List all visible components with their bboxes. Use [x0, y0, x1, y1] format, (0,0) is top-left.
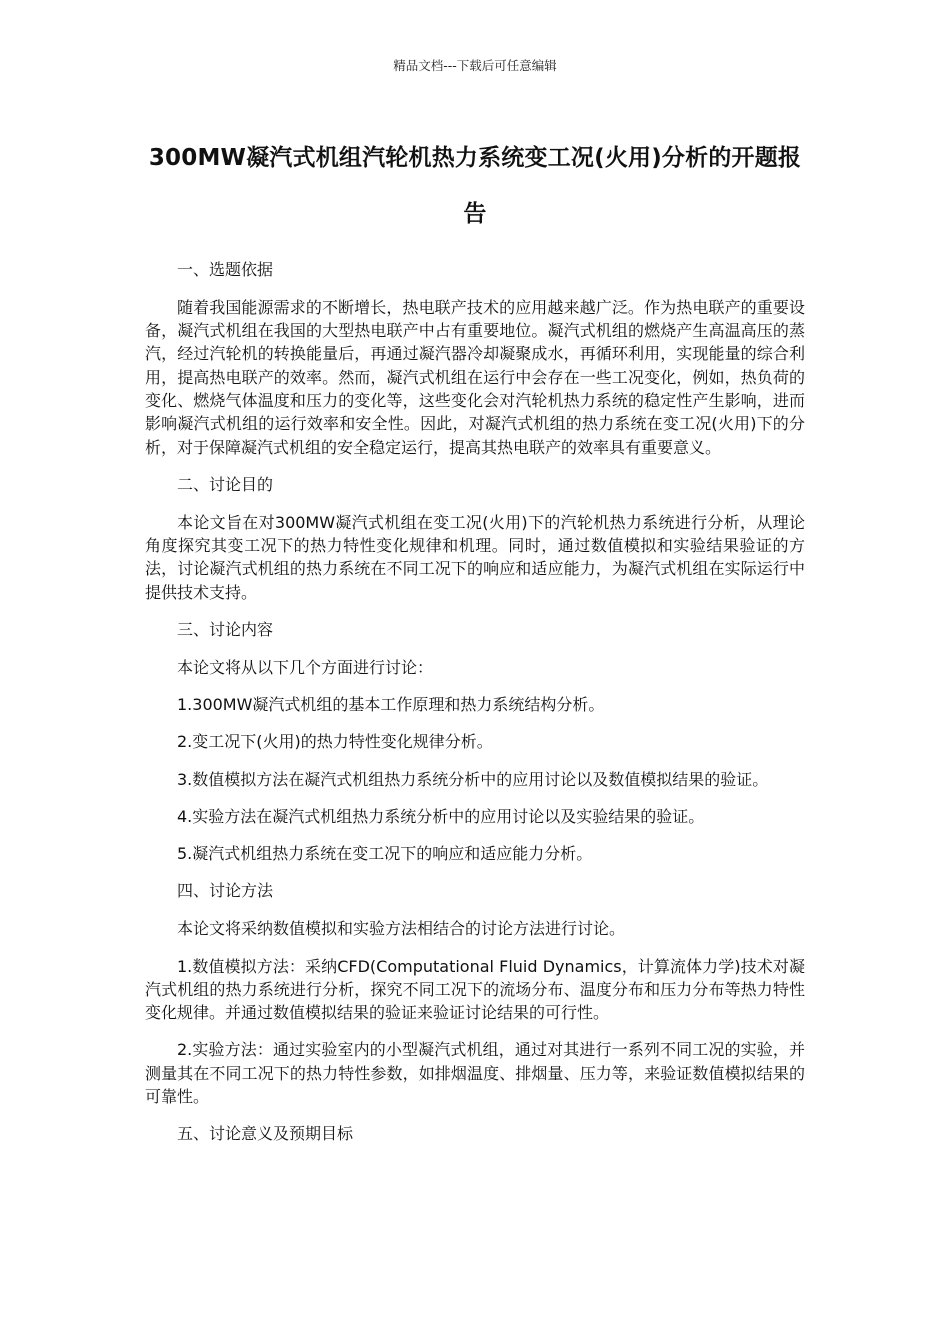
- body-paragraph: 本论文将从以下几个方面进行讨论：: [177, 657, 434, 677]
- section-heading: 一、选题依据: [177, 260, 274, 279]
- list-item: 1.数值模拟方法：采纳CFD(Computational Fluid Dynamics，计算流体力学)技术对凝汽式机组的热力系统进行分析，探究不同工况下的流场分布、温度分布和压力分布等热力特性变化规律。并通过数值模拟结果的验证来验证讨论结果的可行性。: [145, 956, 805, 1023]
- list-item: 5.凝汽式机组热力系统在变工况下的响应和适应能力分析。: [177, 844, 593, 864]
- list-item: 3.数值模拟方法在凝汽式机组热力系统分析中的应用讨论以及数值模拟结果的验证。: [177, 769, 769, 789]
- section-heading: 三、讨论内容: [177, 619, 274, 639]
- list-item: 1.300MW凝汽式机组的基本工作原理和热力系统结构分析。: [177, 694, 605, 714]
- body-paragraph: 本论文旨在对300MW凝汽式机组在变工况(火用)下的汽轮机热力系统进行分析，从理论角度探究其变工况下的热力特性变化规律和机理。同时，通过数值模拟和实验结果验证的方法，讨论凝汽式机组的热力系统在不同工况下的响应和适应能力，为凝汽式机组在实际运行中提供技术支持。: [145, 512, 805, 602]
- body-paragraph: 本论文将采纳数值模拟和实验方法相结合的讨论方法进行讨论。: [177, 919, 626, 939]
- section-heading: 二、讨论目的: [177, 474, 274, 494]
- list-item: 2.变工况下(火用)的热力特性变化规律分析。: [177, 732, 493, 752]
- section-heading: 五、讨论意义及预期目标: [177, 1124, 354, 1144]
- body-paragraph: 随着我国能源需求的不断增长，热电联产技术的应用越来越广泛。作为热电联产的重要设备，凝汽式机组在我国的大型热电联产中占有重要地位。凝汽式机组的燃烧产生高温高压的蒸汽，经过汽轮机的转换能量后，再通过凝汽器冷却凝聚成水，再循环利用，实现能量的综合利用，提高热电联产的效率。然而，凝汽式机组在运行中会存在一些工况变化，例如，热负荷的变化、燃烧气体温度和压力的变化等，这些变化会对汽轮机热力系统的稳定性产生影响，进而影响凝汽式机组的运行效率和安全性。因此，对凝汽式机组的热力系统在变工况(火用)下的分析，对于保障凝汽式机组的安全稳定运行，提高其热电联产的效率具有重要意义。: [145, 297, 805, 457]
- document-title: 300MW凝汽式机组汽轮机热力系统变工况(火用)分析的开题报告: [148, 145, 802, 227]
- list-item: 2.实验方法：通过实验室内的小型凝汽式机组，通过对其进行一系列不同工况的实验，并测量其在不同工况下的热力特性参数，如排烟温度、排烟量、压力等，来验证数值模拟结果的可靠性。: [145, 1040, 805, 1107]
- section-heading: 四、讨论方法: [177, 881, 274, 901]
- document-body: [145, 258, 805, 1160]
- list-item: 4.实验方法在凝汽式机组热力系统分析中的应用讨论以及实验结果的验证。: [177, 806, 705, 826]
- page-header: 精品文档---下载后可任意编辑: [393, 58, 557, 73]
